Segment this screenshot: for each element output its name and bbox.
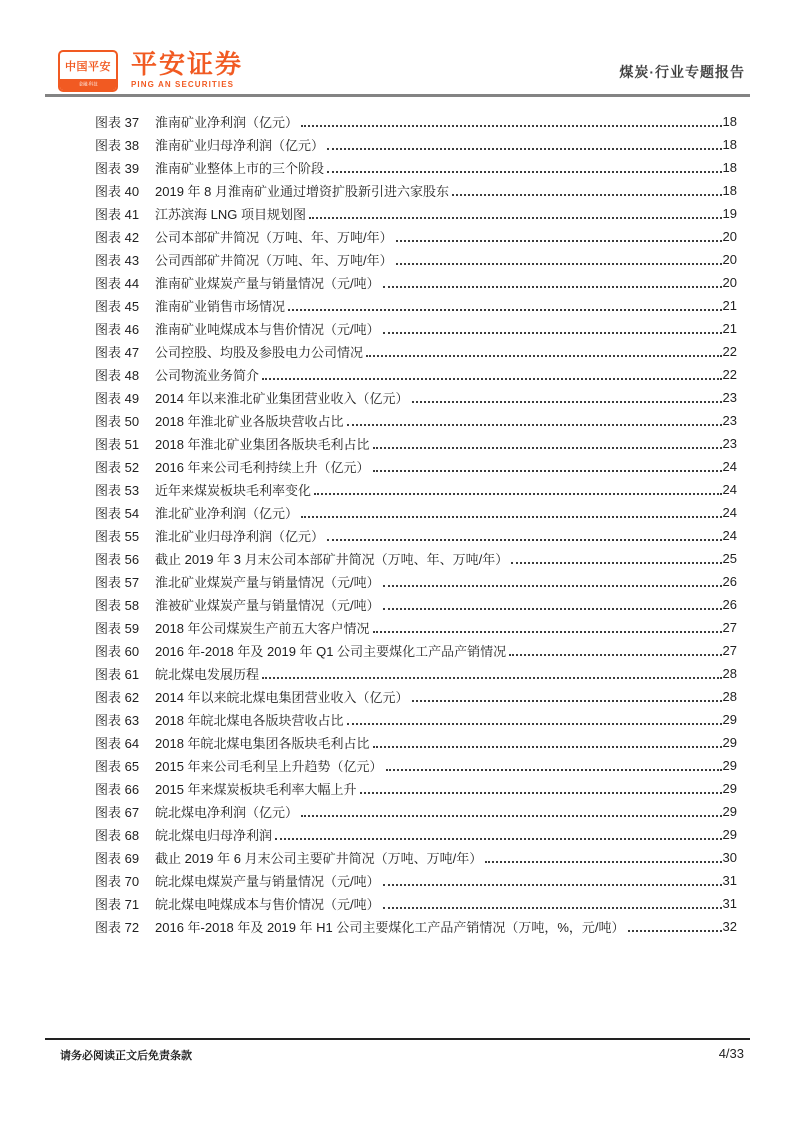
- brand-name-cn: 平安证券: [131, 49, 244, 79]
- toc-entry[interactable]: [95, 777, 737, 800]
- toc-entry[interactable]: [95, 133, 737, 156]
- toc-entry-title: 2015 年来公司毛利呈上升趋势（亿元）: [155, 759, 383, 774]
- toc-entry[interactable]: [95, 110, 737, 133]
- toc-entry-page: 20: [722, 252, 737, 267]
- toc-entry-title: 淮北矿业归母净利润（亿元）: [155, 529, 325, 544]
- toc-entry-label: 图表 72: [95, 920, 140, 935]
- toc-entry[interactable]: [95, 340, 737, 363]
- brand-wordmark: [131, 50, 243, 89]
- toc-entry-label: 图表 48: [95, 368, 140, 383]
- toc-entry-label: 图表 60: [95, 644, 140, 659]
- page-header: [0, 0, 793, 98]
- toc-entry-label: 图表 51: [95, 437, 140, 452]
- toc-entry-title: 皖北煤电发展历程: [155, 667, 260, 682]
- toc-dot-leader: [366, 355, 722, 357]
- toc-entry-label: 图表 59: [95, 621, 140, 636]
- toc-entry-page: 26: [722, 597, 737, 612]
- toc-entry-page: 24: [722, 459, 737, 474]
- toc-entry[interactable]: [95, 823, 737, 846]
- toc-dot-leader: [262, 378, 722, 380]
- toc-entry[interactable]: [95, 501, 737, 524]
- toc-entry[interactable]: [95, 846, 737, 869]
- toc-entry-title: 2018 年皖北煤电各版块营收占比: [155, 713, 344, 728]
- toc-entry-label: 图表 69: [95, 851, 140, 866]
- toc-entry[interactable]: [95, 570, 737, 593]
- toc-entry-page: 32: [722, 919, 737, 934]
- toc-entry-page: 31: [722, 896, 737, 911]
- toc-list: [95, 110, 737, 938]
- toc-entry[interactable]: [95, 662, 737, 685]
- toc-entry-label: 图表 55: [95, 529, 140, 544]
- toc-entry-label: 图表 62: [95, 690, 140, 705]
- toc-dot-leader: [396, 263, 722, 265]
- toc-dot-leader: [383, 608, 722, 610]
- toc-entry-page: 19: [722, 206, 737, 221]
- toc-dot-leader: [347, 723, 722, 725]
- toc-entry[interactable]: [95, 386, 737, 409]
- toc-entry-label: 图表 44: [95, 276, 140, 291]
- toc-entry-label: 图表 39: [95, 161, 140, 176]
- toc-entry[interactable]: [95, 547, 737, 570]
- toc-entry-page: 23: [722, 413, 737, 428]
- toc-dot-leader: [347, 424, 722, 426]
- toc-entry-page: 18: [722, 137, 737, 152]
- toc-entry[interactable]: [95, 616, 737, 639]
- toc-entry-page: 23: [722, 390, 737, 405]
- toc-entry-title: 2016 年-2018 年及 2019 年 H1 公司主要煤化工产品产销情况（万吨，%，元/吨）: [155, 920, 625, 935]
- toc-entry[interactable]: [95, 455, 737, 478]
- toc-entry-label: 图表 47: [95, 345, 140, 360]
- toc-dot-leader: [383, 332, 722, 334]
- toc-dot-leader: [327, 539, 722, 541]
- toc-entry[interactable]: [95, 271, 737, 294]
- toc-dot-leader: [511, 562, 721, 564]
- toc-entry-page: 20: [722, 229, 737, 244]
- toc-entry-title: 淮被矿业煤炭产量与销量情况（元/吨）: [155, 598, 380, 613]
- toc-dot-leader: [452, 194, 722, 196]
- toc-entry-label: 图表 38: [95, 138, 140, 153]
- toc-entry-label: 图表 61: [95, 667, 140, 682]
- toc-dot-leader: [373, 470, 722, 472]
- toc-dot-leader: [288, 309, 722, 311]
- toc-dot-leader: [628, 930, 722, 932]
- page-number: 4/33: [718, 1046, 744, 1061]
- pingan-logo: [58, 50, 243, 92]
- toc-entry-label: 图表 43: [95, 253, 140, 268]
- toc-entry-title: 2014 年以来淮北矿业集团营业收入（亿元）: [155, 391, 409, 406]
- toc-dot-leader: [373, 746, 722, 748]
- toc-entry-page: 22: [722, 367, 737, 382]
- toc-entry[interactable]: [95, 915, 737, 938]
- toc-entry-page: 29: [722, 827, 737, 842]
- toc-entry-label: 图表 65: [95, 759, 140, 774]
- toc-entry-title: 淮南矿业销售市场情况: [155, 299, 286, 314]
- toc-entry-page: 24: [722, 482, 737, 497]
- toc-entry[interactable]: [95, 248, 737, 271]
- toc-dot-leader: [301, 815, 722, 817]
- toc-dot-leader: [412, 401, 722, 403]
- toc-dot-leader: [327, 171, 722, 173]
- toc-entry-title: 公司物流业务简介: [155, 368, 260, 383]
- toc-entry-label: 图表 37: [95, 115, 140, 130]
- toc-entry[interactable]: [95, 524, 737, 547]
- header-divider: [45, 94, 750, 97]
- toc-entry-title: 近年来煤炭板块毛利率变化: [155, 483, 312, 498]
- toc-dot-leader: [383, 585, 722, 587]
- toc-entry-label: 图表 58: [95, 598, 140, 613]
- toc-entry-title: 截止 2019 年 6 月末公司主要矿井简况（万吨、万吨/年）: [155, 851, 483, 866]
- toc-entry-page: 31: [722, 873, 737, 888]
- toc-entry-page: 18: [722, 183, 737, 198]
- toc-entry-title: 皖北煤电吨煤成本与售价情况（元/吨）: [155, 897, 380, 912]
- toc-entry-title: 2015 年来煤炭板块毛利率大幅上升: [155, 782, 357, 797]
- toc-entry-page: 22: [722, 344, 737, 359]
- toc-entry-page: 24: [722, 505, 737, 520]
- toc-dot-leader: [383, 286, 722, 288]
- toc-entry-page: 29: [722, 758, 737, 773]
- toc-entry-page: 28: [722, 666, 737, 681]
- toc-entry-title: 2014 年以来皖北煤电集团营业收入（亿元）: [155, 690, 409, 705]
- toc-entry-page: 26: [722, 574, 737, 589]
- toc-dot-leader: [383, 907, 722, 909]
- toc-dot-leader: [373, 631, 722, 633]
- report-category-tag: 煤炭·行业专题报告: [619, 64, 745, 80]
- badge-company-name: 中国平安: [65, 60, 111, 73]
- toc-entry-label: 图表 42: [95, 230, 140, 245]
- toc-entry-label: 图表 56: [95, 552, 140, 567]
- toc-entry-title: 公司控股、均股及参股电力公司情况: [155, 345, 364, 360]
- toc-entry-page: 30: [722, 850, 737, 865]
- footer-disclaimer: 请务必阅读正文后免责条款: [60, 1050, 192, 1062]
- toc-entry[interactable]: [95, 317, 737, 340]
- toc-dot-leader: [509, 654, 721, 656]
- toc-entry[interactable]: [95, 294, 737, 317]
- toc-entry[interactable]: [95, 202, 737, 225]
- toc-entry[interactable]: [95, 731, 737, 754]
- toc-entry-page: 28: [722, 689, 737, 704]
- toc-entry-page: 27: [722, 643, 737, 658]
- brand-name-en: PING AN SECURITIES: [131, 80, 235, 89]
- toc-entry-label: 图表 50: [95, 414, 140, 429]
- toc-entry-label: 图表 45: [95, 299, 140, 314]
- toc-entry-title: 皖北煤电煤炭产量与销量情况（元/吨）: [155, 874, 380, 889]
- toc-entry-page: 29: [722, 781, 737, 796]
- toc-dot-leader: [383, 884, 722, 886]
- toc-entry-title: 2018 年淮北矿业集团各版块毛利占比: [155, 437, 370, 452]
- badge-strip: [60, 79, 116, 90]
- toc-entry-label: 图表 66: [95, 782, 140, 797]
- toc-dot-leader: [485, 861, 721, 863]
- toc-entry-label: 图表 57: [95, 575, 140, 590]
- toc-entry[interactable]: [95, 800, 737, 823]
- toc-entry[interactable]: [95, 478, 737, 501]
- toc-entry-page: 24: [722, 528, 737, 543]
- footer-divider: [45, 1038, 750, 1040]
- toc-entry-title: 皖北煤电归母净利润: [155, 828, 273, 843]
- toc-entry-label: 图表 67: [95, 805, 140, 820]
- toc-entry[interactable]: [95, 869, 737, 892]
- toc-entry-title: 2018 年淮北矿业各版块营收占比: [155, 414, 344, 429]
- toc-entry-label: 图表 41: [95, 207, 140, 222]
- toc-entry-label: 图表 63: [95, 713, 140, 728]
- toc-entry-label: 图表 68: [95, 828, 140, 843]
- toc-entry[interactable]: [95, 685, 737, 708]
- toc-entry-title: 淮南矿业净利润（亿元）: [155, 115, 299, 130]
- toc-entry[interactable]: [95, 754, 737, 777]
- toc-entry-page: 18: [722, 114, 737, 129]
- toc-entry-page: 29: [722, 735, 737, 750]
- toc-entry-label: 图表 49: [95, 391, 140, 406]
- toc-dot-leader: [373, 447, 722, 449]
- toc-entry-title: 2019 年 8 月淮南矿业通过增资扩股新引进六家股东: [155, 184, 449, 199]
- toc-entry-title: 2016 年来公司毛利持续上升（亿元）: [155, 460, 370, 475]
- toc-entry-title: 淮北矿业煤炭产量与销量情况（元/吨）: [155, 575, 380, 590]
- toc-dot-leader: [314, 493, 722, 495]
- toc-entry-title: 截止 2019 年 3 月末公司本部矿井简况（万吨、年、万吨/年）: [155, 552, 509, 567]
- toc-entry-title: 2016 年-2018 年及 2019 年 Q1 公司主要煤化工产品产销情况: [155, 644, 507, 659]
- toc-dot-leader: [412, 700, 722, 702]
- toc-entry-label: 图表 54: [95, 506, 140, 521]
- toc-entry[interactable]: [95, 708, 737, 731]
- toc-entry[interactable]: [95, 639, 737, 662]
- toc-entry-title: 淮南矿业吨煤成本与售价情况（元/吨）: [155, 322, 380, 337]
- toc-entry-page: 20: [722, 275, 737, 290]
- toc-entry-page: 23: [722, 436, 737, 451]
- toc-entry-title: 淮南矿业煤炭产量与销量情况（元/吨）: [155, 276, 380, 291]
- toc-entry-title: 皖北煤电净利润（亿元）: [155, 805, 299, 820]
- toc-entry-label: 图表 64: [95, 736, 140, 751]
- badge-slogan: 金融·科技: [78, 82, 98, 87]
- toc-entry[interactable]: [95, 156, 737, 179]
- toc-entry[interactable]: [95, 363, 737, 386]
- toc-dot-leader: [327, 148, 722, 150]
- toc-entry-page: 29: [722, 712, 737, 727]
- toc-entry-title: 淮南矿业归母净利润（亿元）: [155, 138, 325, 153]
- pingan-badge-icon: [58, 50, 118, 92]
- toc-dot-leader: [309, 217, 722, 219]
- toc-entry-label: 图表 53: [95, 483, 140, 498]
- toc-dot-leader: [275, 838, 722, 840]
- toc-entry-title: 公司西部矿井简况（万吨、年、万吨/年）: [155, 253, 393, 268]
- toc-entry[interactable]: [95, 892, 737, 915]
- toc-entry-label: 图表 40: [95, 184, 140, 199]
- toc-dot-leader: [396, 240, 722, 242]
- toc-entry-title: 江苏滨海 LNG 项目规划图: [155, 207, 306, 222]
- toc-entry-page: 21: [722, 321, 737, 336]
- toc-entry[interactable]: [95, 593, 737, 616]
- toc-entry-label: 图表 70: [95, 874, 140, 889]
- toc-entry-title: 淮南矿业整体上市的三个阶段: [155, 161, 325, 176]
- toc-entry-page: 21: [722, 298, 737, 313]
- toc-entry[interactable]: [95, 225, 737, 248]
- toc-entry-label: 图表 46: [95, 322, 140, 337]
- toc-entry-title: 2018 年皖北煤电集团各版块毛利占比: [155, 736, 370, 751]
- toc-entry-label: 图表 71: [95, 897, 140, 912]
- toc-dot-leader: [360, 792, 722, 794]
- toc-dot-leader: [262, 677, 722, 679]
- toc-entry-title: 淮北矿业净利润（亿元）: [155, 506, 299, 521]
- toc-entry[interactable]: [95, 432, 737, 455]
- toc-entry-page: 27: [722, 620, 737, 635]
- toc-entry[interactable]: [95, 409, 737, 432]
- toc-entry-page: 18: [722, 160, 737, 175]
- toc-dot-leader: [301, 125, 722, 127]
- toc-entry-page: 29: [722, 804, 737, 819]
- toc-dot-leader: [386, 769, 722, 771]
- toc-entry[interactable]: [95, 179, 737, 202]
- toc-entry-page: 25: [722, 551, 737, 566]
- toc-entry-label: 图表 52: [95, 460, 140, 475]
- toc-entry-title: 公司本部矿井简况（万吨、年、万吨/年）: [155, 230, 393, 245]
- toc-dot-leader: [301, 516, 722, 518]
- toc-entry-title: 2018 年公司煤炭生产前五大客户情况: [155, 621, 370, 636]
